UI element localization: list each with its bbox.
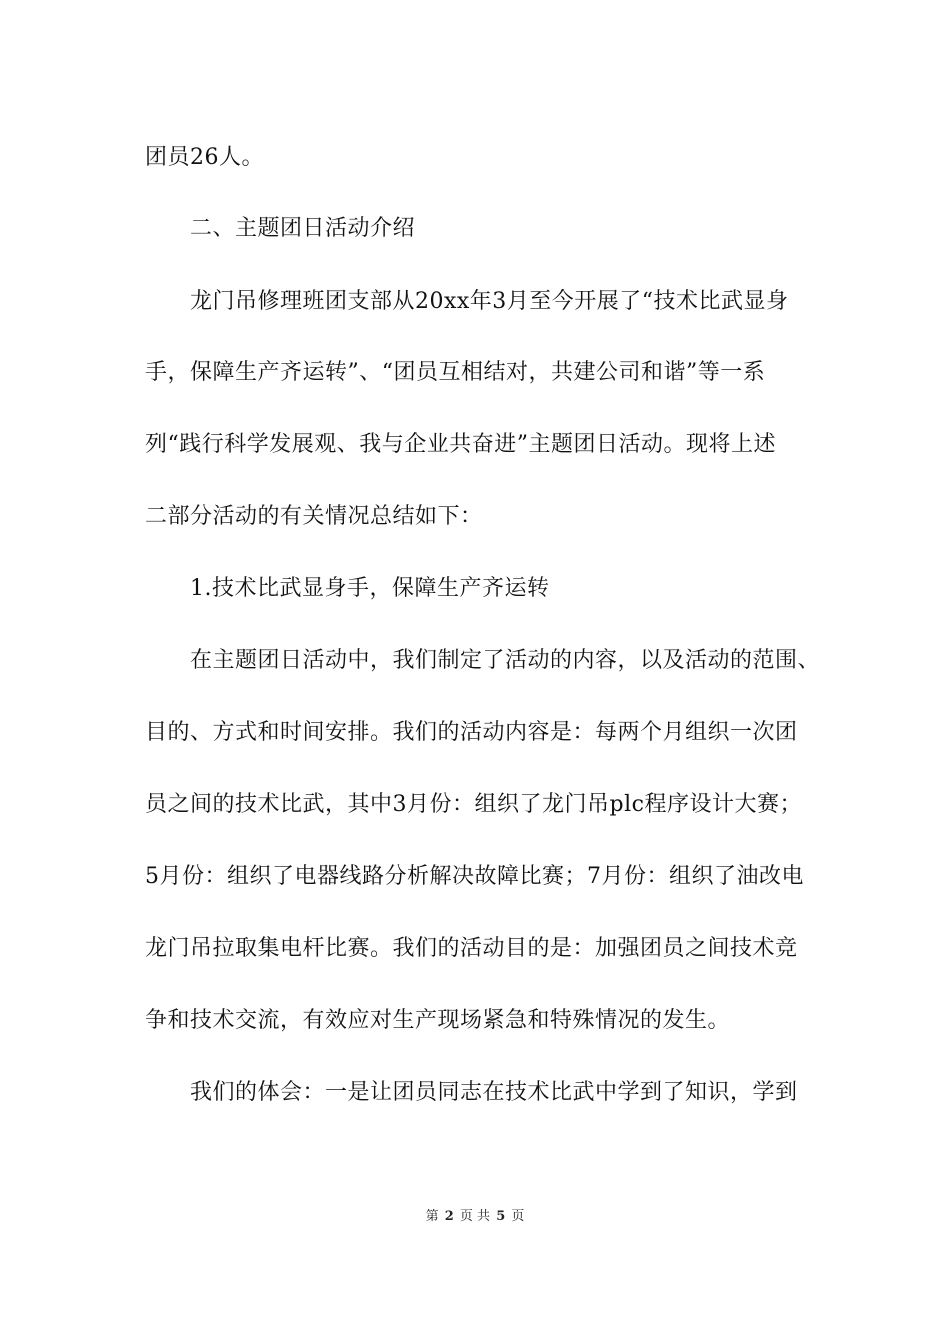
paragraph-line: 龙门吊修理班团支部从20xx年3月至今开展了“技术比武显身 (190, 289, 789, 314)
paragraph-line: 5月份：组织了电器线路分析解决故障比赛；7月份：组织了油改电 (145, 864, 804, 889)
subsection-heading: 1.技术比武显身手，保障生产齐运转 (190, 576, 550, 601)
paragraph-line: 争和技术交流，有效应对生产现场紧急和特殊情况的发生。 (145, 1008, 731, 1033)
footer-prefix: 第 (425, 1209, 439, 1224)
paragraph-line: 龙门吊拉取集电杆比赛。我们的活动目的是：加强团员之间技术竞 (145, 936, 798, 961)
text-line: 团员26人。 (145, 145, 264, 170)
total-pages-number: 5 (496, 1209, 506, 1224)
paragraph-line: 手，保障生产齐运转”、“团员互相结对，共建公司和谐”等一系 (145, 360, 766, 385)
paragraph-line: 目的、方式和时间安排。我们的活动内容是：每两个月组织一次团 (145, 720, 798, 745)
footer-middle: 页 共 (459, 1209, 491, 1224)
paragraph-line: 二部分活动的有关情况总结如下： (145, 504, 483, 529)
page-footer (0, 1208, 950, 1226)
current-page-number: 2 (444, 1209, 454, 1224)
paragraph-line: 列“践行科学发展观、我与企业共奋进”主题团日活动。现将上述 (145, 432, 776, 457)
paragraph-line: 员之间的技术比武，其中3月份：组织了龙门吊plc程序设计大赛； (145, 792, 802, 817)
paragraph-line: 在主题团日活动中，我们制定了活动的内容，以及活动的范围、 (190, 648, 821, 673)
paragraph-line: 我们的体会：一是让团员同志在技术比武中学到了知识，学到 (190, 1080, 798, 1105)
footer-suffix: 页 (511, 1209, 525, 1224)
section-heading: 二、主题团日活动介绍 (190, 216, 416, 241)
